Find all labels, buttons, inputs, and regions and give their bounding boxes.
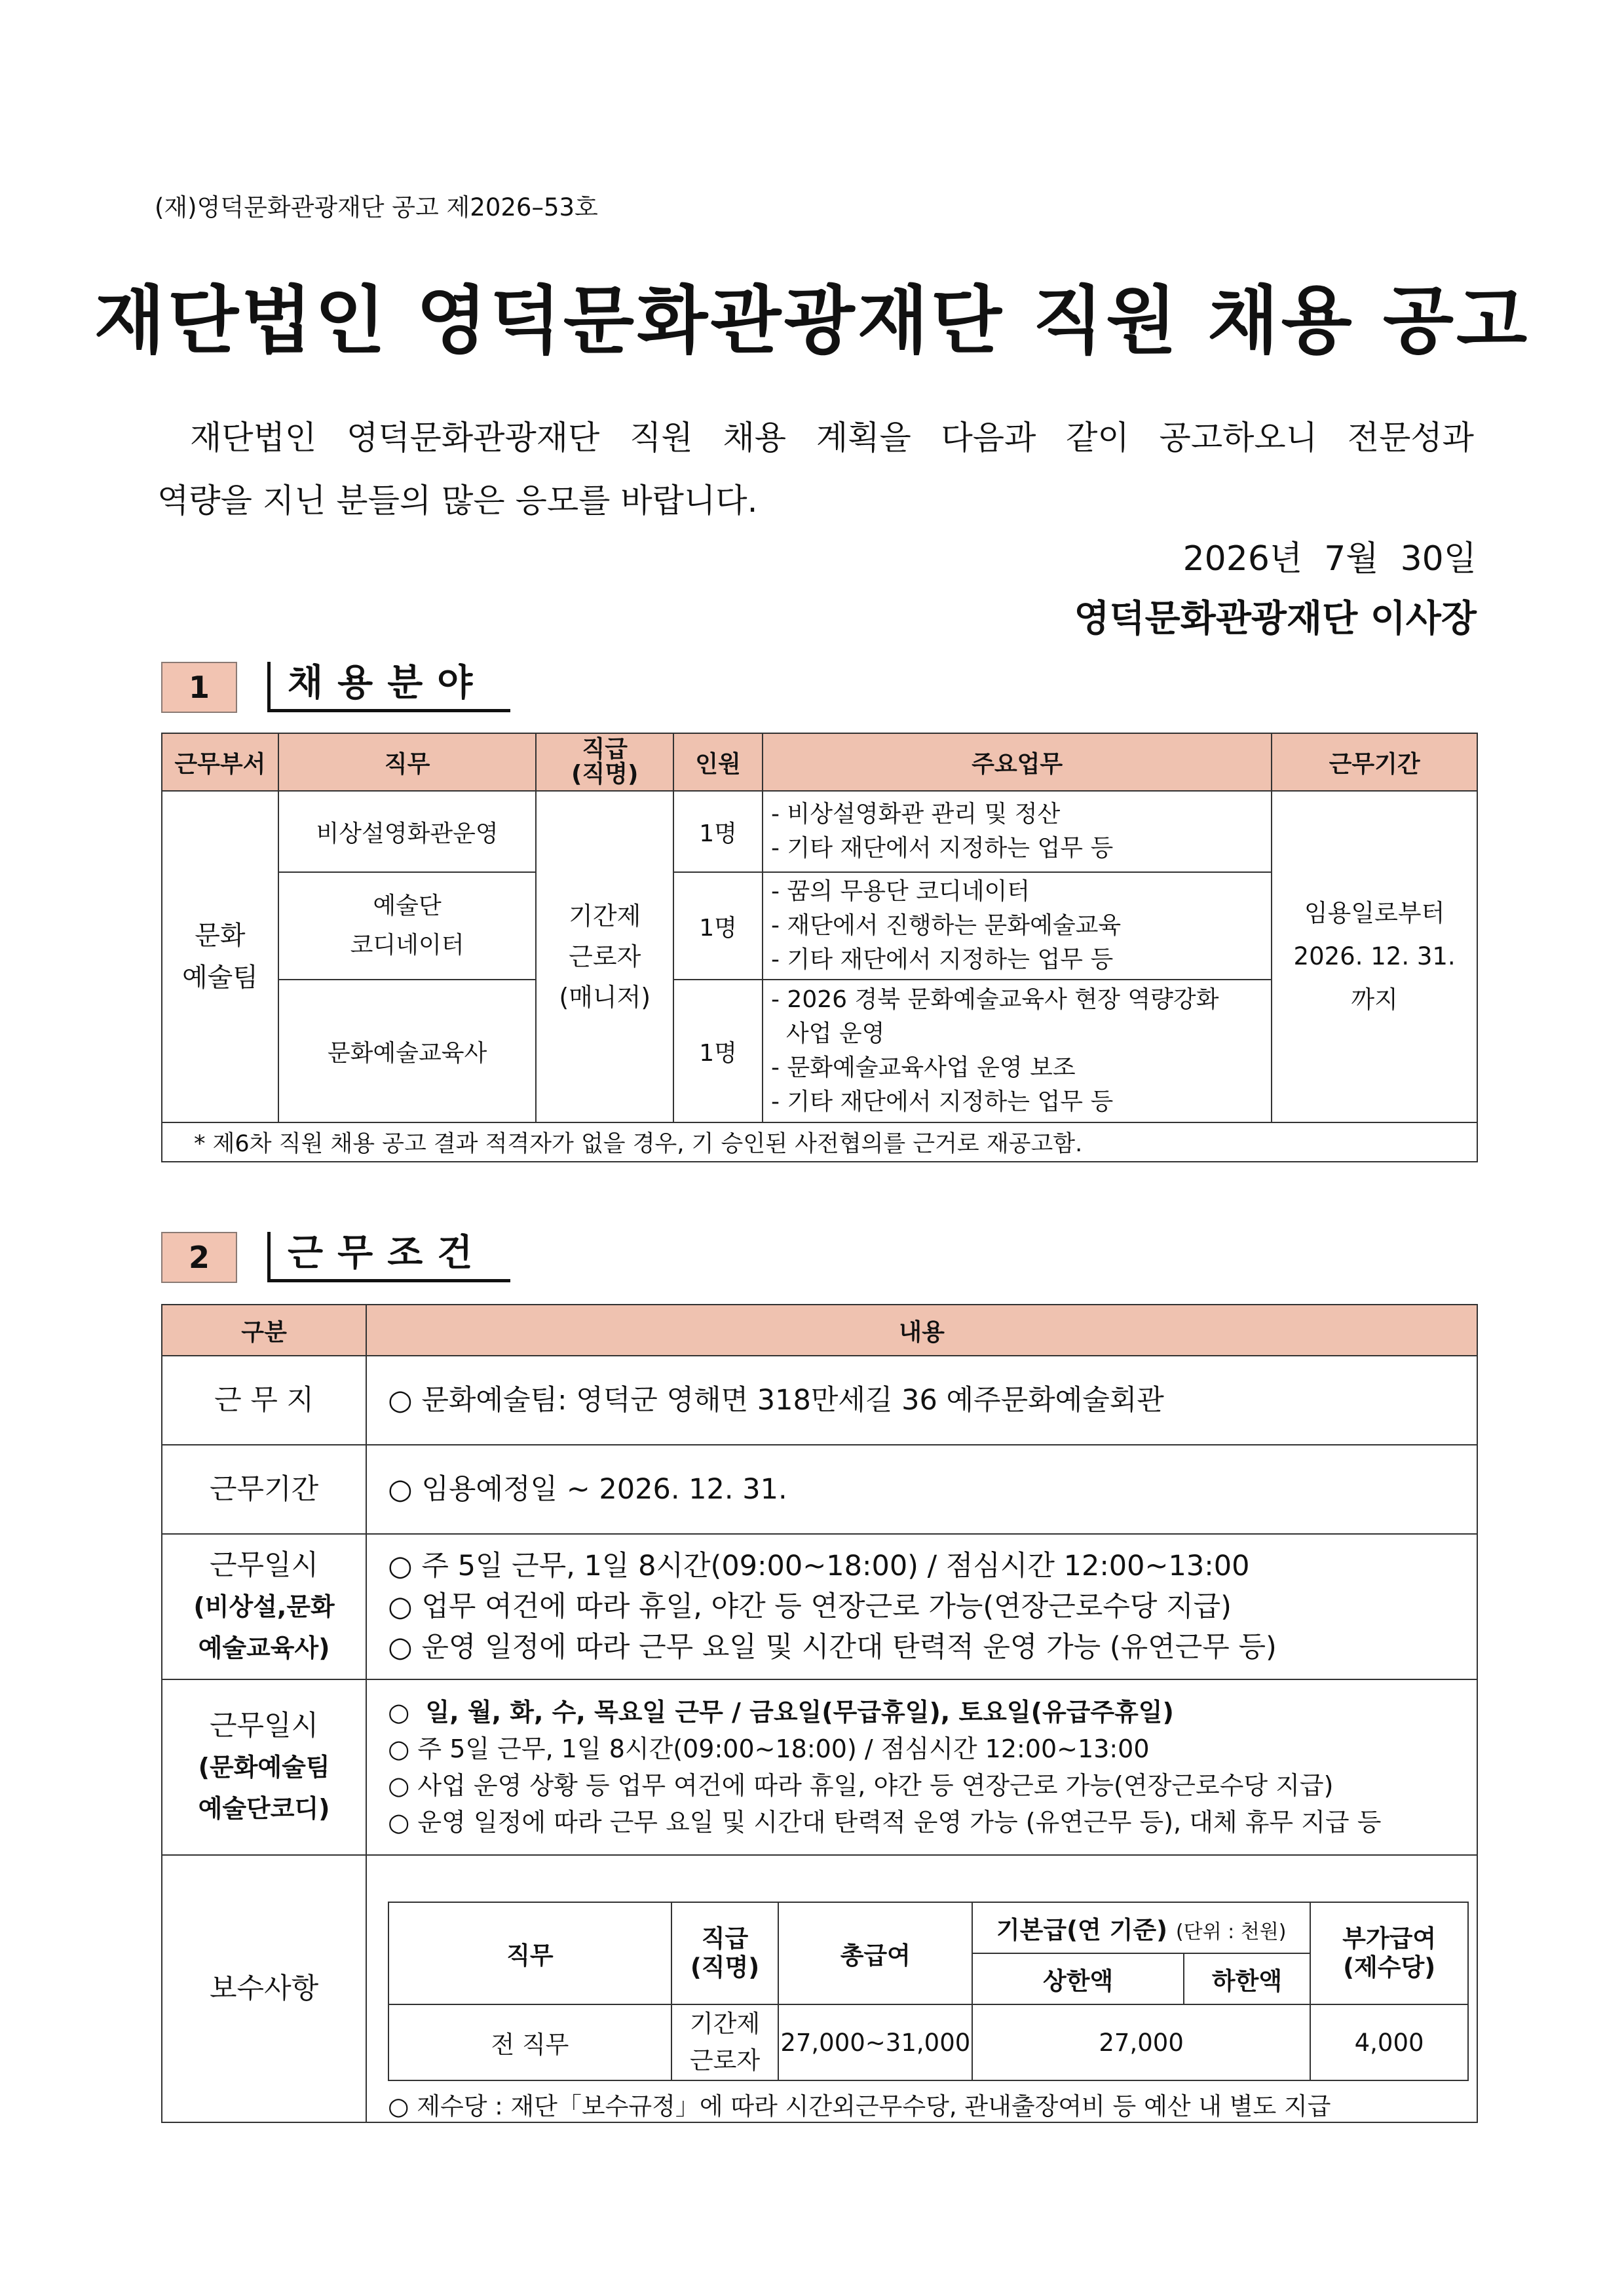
- period-line2: 2026. 12. 31.: [1293, 942, 1456, 970]
- duty-item: - 기타 재단에서 지정하는 업무 등: [771, 1088, 1114, 1115]
- hours1-label-main: 근무일시: [210, 1549, 319, 1582]
- announcement-number: (재)영덕문화관광재단 공고 제2026–53호: [155, 193, 598, 221]
- intro-paragraph: [157, 406, 1474, 532]
- duties-cell: [763, 791, 1272, 872]
- hours1-label: [162, 1534, 366, 1679]
- pay-table: [388, 1902, 1469, 2081]
- pay-content: [366, 1855, 1477, 2122]
- pay-total: 27,000~31,000: [778, 2004, 972, 2080]
- table-row: [162, 1679, 1477, 1855]
- pay-header-unit: (단위 : 천원): [1175, 1921, 1287, 1943]
- table-row: [162, 1534, 1477, 1679]
- period-value: ○ 임용예정일 ~ 2026. 12. 31.: [366, 1445, 1477, 1534]
- hours1-label-sub2: 예술교육사): [198, 1634, 330, 1662]
- pay-header-base-text: 기본급(연 기준): [996, 1916, 1167, 1944]
- period-line1: 임용일로부터: [1304, 899, 1445, 927]
- table-row: [162, 791, 1477, 872]
- pay-header-upper: 상한액: [972, 1953, 1184, 2004]
- duties-cell: [763, 980, 1272, 1122]
- duties-cell: [763, 872, 1272, 980]
- pay-job: 전 직무: [388, 2004, 671, 2080]
- grade-line2: 근로자: [569, 942, 641, 971]
- pay-header-total: 총급여: [778, 1902, 972, 2004]
- pay-grade2: 근로자: [689, 2046, 761, 2075]
- bullet: ○: [388, 1698, 410, 1727]
- pay-base: 27,000: [972, 2004, 1310, 2080]
- pay-header-row: [388, 1902, 1468, 1953]
- count-cell: 1명: [673, 980, 763, 1122]
- header-job: 직무: [278, 733, 537, 791]
- announcement-date: 2026년 7월 30일: [1182, 539, 1477, 579]
- pay-grade1: 기간제: [689, 2010, 761, 2038]
- pay-extra: 4,000: [1310, 2004, 1468, 2080]
- hours2-content: [366, 1679, 1477, 1855]
- count-cell: 1명: [673, 791, 763, 872]
- section-1-number: 1: [161, 662, 237, 713]
- signature: 영덕문화관광재단 이사장: [1074, 598, 1477, 640]
- conditions-table: [161, 1304, 1478, 2123]
- period-line3: 까지: [1351, 985, 1398, 1014]
- page-title: 재단법인 영덕문화관광재단 직원 채용 공고: [94, 278, 1530, 364]
- pay-grade: [671, 2004, 779, 2080]
- pay-row: [388, 2004, 1468, 2080]
- section-1-title: 채용분야: [267, 662, 510, 712]
- duty-item: - 기타 재단에서 지정하는 업무 등: [771, 835, 1114, 862]
- hours2-label: [162, 1679, 366, 1855]
- section-2-number: 2: [161, 1232, 237, 1283]
- pay-label: 보수사항: [162, 1855, 366, 2122]
- pay-header-extra1: 부가급여: [1342, 1924, 1437, 1953]
- header-content: 내용: [366, 1305, 1477, 1356]
- recruitment-table: [161, 733, 1478, 1162]
- table-row: [162, 1855, 1477, 2122]
- intro-line-1: [157, 406, 1474, 469]
- header-grade: [536, 733, 673, 791]
- hours1-line: ○ 주 5일 근무, 1일 8시간(09:00~18:00) / 점심시간 12:00~13:00: [388, 1550, 1250, 1582]
- location-value: ○ 문화예술팀: 영덕군 영해면 318만세길 36 예주문화예술회관: [366, 1356, 1477, 1445]
- header-category: 구분: [162, 1305, 366, 1356]
- header-count: 인원: [673, 733, 763, 791]
- recruitment-note: * 제6차 직원 채용 공고 결과 적격자가 없을 경우, 기 승인된 사전협의를 근거로 재공고함.: [162, 1122, 1477, 1162]
- hours1-line: ○ 운영 일정에 따라 근무 요일 및 시간대 탄력적 운영 가능 (유연근무 등): [388, 1631, 1277, 1664]
- duty-item: - 재단에서 진행하는 문화예술교육: [771, 912, 1122, 939]
- pay-header-job: 직무: [388, 1902, 671, 2004]
- intro-text-1: 재단법인 영덕문화관광재단 직원 채용 계획을 다음과 같이 공고하오니 전문성과: [190, 419, 1474, 457]
- table-header-row: [162, 1305, 1477, 1356]
- pay-header-grade2: (직명): [690, 1953, 760, 1981]
- table-row: [162, 1445, 1477, 1534]
- hours2-label-main: 근무일시: [210, 1710, 319, 1742]
- pay-header-lower: 하한액: [1184, 1953, 1310, 2004]
- pay-note: ○ 제수당 : 재단「보수규정」에 따라 시간외근무수당, 관내출장여비 등 예산 내 별도 지급: [388, 2092, 1331, 2120]
- header-dept: 근무부서: [162, 733, 278, 791]
- job-line1: 예술단: [373, 892, 442, 919]
- hours2-label-sub2: 예술단코디): [198, 1794, 330, 1823]
- hours2-label-sub1: (문화예술팀: [198, 1753, 330, 1782]
- grade-line3: (매니저): [559, 983, 651, 1012]
- job-cell: 문화예술교육사: [278, 980, 537, 1122]
- pay-header-grade1: 직급: [701, 1924, 749, 1953]
- table-header-row: [162, 733, 1477, 791]
- header-grade-line2: (직명): [571, 761, 639, 788]
- pay-header-extra: [1310, 1902, 1468, 2004]
- duty-item: - 2026 경북 문화예술교육사 현장 역량강화: [771, 986, 1219, 1013]
- job-cell: 비상설영화관운영: [278, 791, 537, 872]
- period-label: 근무기간: [162, 1445, 366, 1534]
- intro-line-2: 역량을 지닌 분들의 많은 응모를 바랍니다.: [157, 482, 758, 520]
- section-2-title: 근무조건: [267, 1232, 510, 1282]
- table-row: [162, 1356, 1477, 1445]
- grade-line1: 기간제: [569, 902, 641, 930]
- hours2-bold-text: 일, 월, 화, 수, 목요일 근무 / 금요일(무급휴일), 토요일(유급주휴일): [425, 1698, 1174, 1727]
- job-cell: [278, 872, 537, 980]
- duty-item: - 기타 재단에서 지정하는 업무 등: [771, 946, 1114, 973]
- count-cell: 1명: [673, 872, 763, 980]
- note-row: [162, 1122, 1477, 1162]
- hours1-line: ○ 업무 여건에 따라 휴일, 야간 등 연장근로 가능(연장근로수당 지급): [388, 1590, 1232, 1623]
- header-grade-line1: 직급: [582, 736, 628, 763]
- pay-header-base: [972, 1902, 1310, 1953]
- duty-item: - 문화예술교육사업 운영 보조: [771, 1054, 1076, 1081]
- hours2-line: ○ 사업 운영 상황 등 업무 여건에 따라 휴일, 야간 등 연장근로 가능(연장근로수당 지급): [388, 1771, 1334, 1800]
- duty-item: - 꿈의 무용단 코디네이터: [771, 878, 1030, 905]
- header-period: 근무기간: [1272, 733, 1477, 791]
- period-cell: [1272, 791, 1477, 1122]
- hours1-content: [366, 1534, 1477, 1679]
- hours2-line: ○ 주 5일 근무, 1일 8시간(09:00~18:00) / 점심시간 12:00~13:00: [388, 1734, 1150, 1763]
- header-duties: 주요업무: [763, 733, 1272, 791]
- duty-item: - 비상설영화관 관리 및 정산: [771, 801, 1061, 828]
- grade-cell: [536, 791, 673, 1122]
- hours2-line: ○ 운영 일정에 따라 근무 요일 및 시간대 탄력적 운영 가능 (유연근무 등), 대체 휴무 지급 등: [388, 1808, 1382, 1837]
- hours1-label-sub1: (비상설,문화: [193, 1592, 335, 1621]
- hours2-line-bold: [388, 1694, 1477, 1731]
- job-line2: 코디네이터: [350, 932, 464, 959]
- pay-header-grade: [671, 1902, 779, 2004]
- duty-item: 사업 운영: [771, 1020, 885, 1047]
- dept-line1: 문화: [195, 921, 246, 951]
- dept-line2: 예술팀: [181, 963, 258, 993]
- dept-cell: [162, 791, 278, 1122]
- location-label: 근 무 지: [162, 1356, 366, 1445]
- pay-header-extra2: (제수당): [1343, 1953, 1436, 1981]
